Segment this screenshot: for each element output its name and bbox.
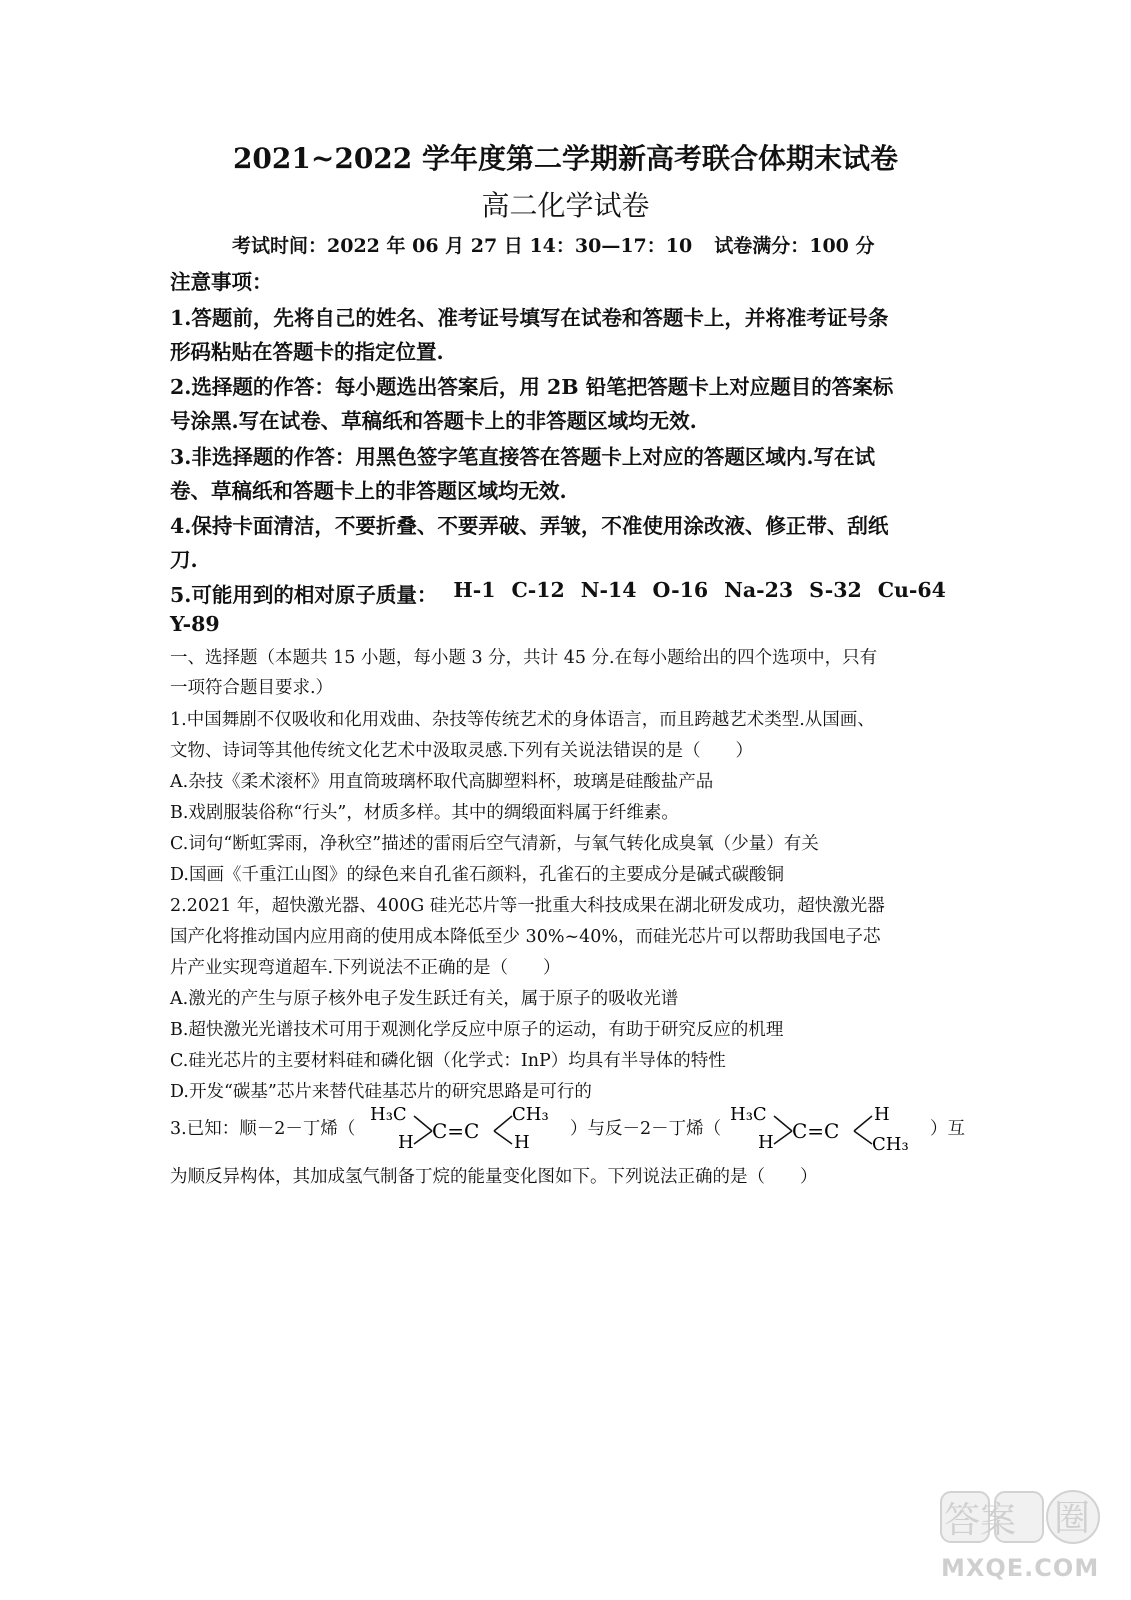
structure-label: H [874,1104,890,1125]
atomic-mass: N-14 [580,578,637,602]
question-3-text: 3.已知：顺－2－丁烯（ [170,1119,356,1139]
structure-label: H [398,1132,414,1153]
atomic-mass: Y-89 [170,612,220,636]
atomic-mass: O-16 [652,578,709,602]
svg-text:圈: 圈 [1054,1498,1091,1539]
atomic-mass: Cu-64 [877,578,946,602]
structure-label: CH₃ [872,1134,909,1155]
section-heading: 一项符合题目要求.） [170,678,334,698]
atomic-mass: C-12 [511,578,565,602]
notice-line: 2.选择题的作答：每小题选出答案后，用 2B 铅笔把答题卡上对应题目的答案标 [170,375,894,399]
section-heading: 一、选择题（本题共 15 小题，每小题 3 分，共计 45 分.在每小题给出的四个选项中，只有 [170,648,878,668]
trans-2-butene-structure [730,1098,960,1158]
question-2-option-b: B.超快激光光谱技术可用于观测化学反应中原子的运动，有助于研究反应的机理 [170,1020,784,1040]
question-2-stem: 片产业实现弯道超车.下列说法不正确的是（ ） [170,958,561,978]
exam-title: 2021~2022 学年度第二学期新高考联合体期末试卷 [232,142,899,175]
notice-line: 5.可能用到的相对原子质量： [170,583,438,607]
question-1-option-a: A.杂技《柔术滚杯》用直筒玻璃杯取代高脚塑料杯，玻璃是硅酸盐产品 [170,772,714,792]
structure-label: CH₃ [512,1104,549,1125]
exam-subtitle: 高二化学试卷 [481,189,650,222]
question-1-stem: 文物、诗词等其他传统文化艺术中汲取灵感.下列有关说法错误的是（ ） [170,741,754,761]
structure-label: C=C [792,1119,840,1143]
notice-line: 号涂黑.写在试卷、草稿纸和答题卡上的非答题区域均无效. [170,409,697,433]
question-3-text: ）互 [930,1119,965,1139]
question-2-option-c: C.硅光芯片的主要材料硅和磷化铟（化学式：InP）均具有半导体的特性 [170,1051,726,1071]
notice-line: 卷、草稿纸和答题卡上的非答题区域均无效. [170,479,567,503]
question-1-option-d: D.国画《千重江山图》的绿色来自孔雀石颜料，孔雀石的主要成分是碱式碳酸铜 [170,865,784,885]
full-score: 试卷满分：100 分 [714,235,875,257]
question-1-option-c: C.词句“断虹霁雨，净秋空”描述的雷雨后空气清新，与氧气转化成臭氧（少量）有关 [170,834,819,854]
notice-line: 3.非选择题的作答：用黑色签字笔直接答在答题卡上对应的答题区域内.写在试 [170,445,876,469]
atomic-mass: S-32 [809,578,862,602]
exam-info [232,231,875,258]
question-2-stem: 国产化将推动国内应用商的使用成本降低至少 30%~40%，而硅光芯片可以帮助我国电子芯 [170,927,881,947]
question-3-stem: 为顺反异构体，其加成氢气制备丁烷的能量变化图如下。下列说法正确的是（ ） [170,1167,818,1187]
notice-line: 形码粘贴在答题卡的指定位置. [170,340,444,364]
structure-label: H₃C [370,1104,407,1125]
question-2-stem: 2.2021 年，超快激光器、400G 硅光芯片等一批重大科技成果在湖北研发成功，超快激光器 [170,896,885,916]
exam-time: 考试时间：2022 年 06 月 27 日 14：30—17：10 [232,235,693,257]
structure-label: H [514,1132,530,1153]
atomic-mass: H-1 [453,578,496,602]
watermark-logo-text: 答案 [944,1500,1017,1541]
atomic-mass-line [170,578,946,608]
structure-label: H [758,1132,774,1153]
notice-line: 1.答题前，先将自己的姓名、准考证号填写在试卷和答题卡上，并将准考证号条 [170,306,889,330]
notice-line: 刀. [170,548,198,572]
question-2-option-a: A.激光的产生与原子核外电子发生跃迁有关，属于原子的吸收光谱 [170,989,679,1009]
question-3-text: ）与反－2－丁烯（ [570,1119,722,1139]
cis-2-butene-structure [370,1098,600,1158]
question-1-option-b: B.戏剧服装俗称“行头”，材质多样。其中的绸缎面料属于纤维素。 [170,803,679,823]
notice-line: 4.保持卡面清洁，不要折叠、不要弄破、弄皱，不准使用涂改液、修正带、刮纸 [170,514,889,538]
notice-heading: 注意事项： [170,270,273,294]
structure-label: H₃C [730,1104,767,1125]
question-1-stem: 1.中国舞剧不仅吸收和化用戏曲、杂技等传统艺术的身体语言，而且跨越艺术类型.从国画、 [170,710,875,730]
atomic-mass: Na-23 [724,578,794,602]
question-2-option-d: D.开发“碳基”芯片来替代硅基芯片的研究思路是可行的 [170,1082,592,1102]
watermark-logo [935,1488,1115,1592]
watermark-site: MXQE.COM [941,1554,1100,1582]
structure-label: C=C [432,1119,480,1143]
